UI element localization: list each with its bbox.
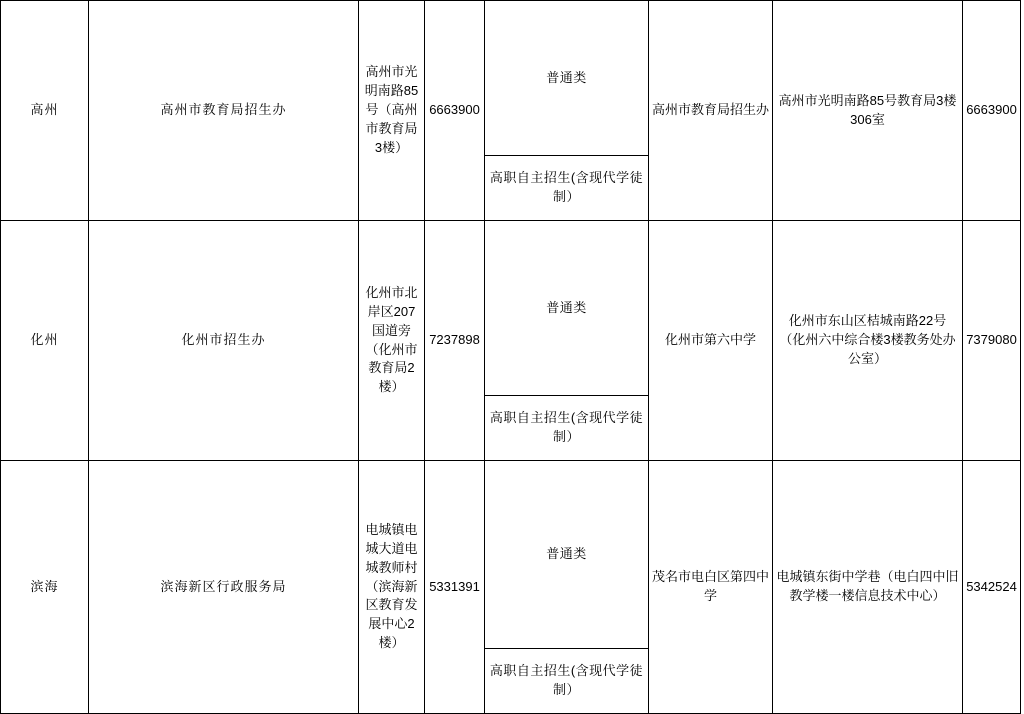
cell-school-phone: 6663900: [963, 1, 1021, 221]
cell-office-phone: 5331391: [425, 461, 485, 714]
cell-school: 高州市教育局招生办: [649, 1, 773, 221]
cell-school-address: 电城镇东街中学巷（电白四中旧教学楼一楼信息技术中心）: [773, 461, 963, 714]
cell-office-phone: 6663900: [425, 1, 485, 221]
cell-office: 高州市教育局招生办: [89, 1, 359, 221]
cell-enrollment-type-general: 普通类: [485, 461, 649, 649]
cell-office-address: 化州市北岸区207国道旁（化州市教育局2楼）: [359, 221, 425, 461]
cell-office: 滨海新区行政服务局: [89, 461, 359, 714]
cell-area: 滨海: [1, 461, 89, 714]
cell-area: 化州: [1, 221, 89, 461]
cell-office-address: 高州市光明南路85号（高州市教育局3楼）: [359, 1, 425, 221]
cell-school: 茂名市电白区第四中学: [649, 461, 773, 714]
cell-enrollment-type-vocational: 高职自主招生(含现代学徒制）: [485, 396, 649, 461]
cell-enrollment-type-general: 普通类: [485, 1, 649, 156]
cell-office: 化州市招生办: [89, 221, 359, 461]
cell-school: 化州市第六中学: [649, 221, 773, 461]
cell-office-phone: 7237898: [425, 221, 485, 461]
cell-area: 高州: [1, 1, 89, 221]
cell-office-address: 电城镇电城大道电城教师村（滨海新区教育发展中心2楼）: [359, 461, 425, 714]
cell-enrollment-type-vocational: 高职自主招生(含现代学徒制）: [485, 649, 649, 714]
cell-school-phone: 5342524: [963, 461, 1021, 714]
cell-enrollment-type-general: 普通类: [485, 221, 649, 396]
cell-school-address: 高州市光明南路85号教育局3楼306室: [773, 1, 963, 221]
table-row: [1, 1, 1021, 156]
cell-school-address: 化州市东山区桔城南路22号（化州六中综合楼3楼教务处办公室）: [773, 221, 963, 461]
cell-school-phone: 7379080: [963, 221, 1021, 461]
table-row: [1, 461, 1021, 649]
cell-enrollment-type-vocational: 高职自主招生(含现代学徒制）: [485, 156, 649, 221]
table-row: [1, 221, 1021, 396]
